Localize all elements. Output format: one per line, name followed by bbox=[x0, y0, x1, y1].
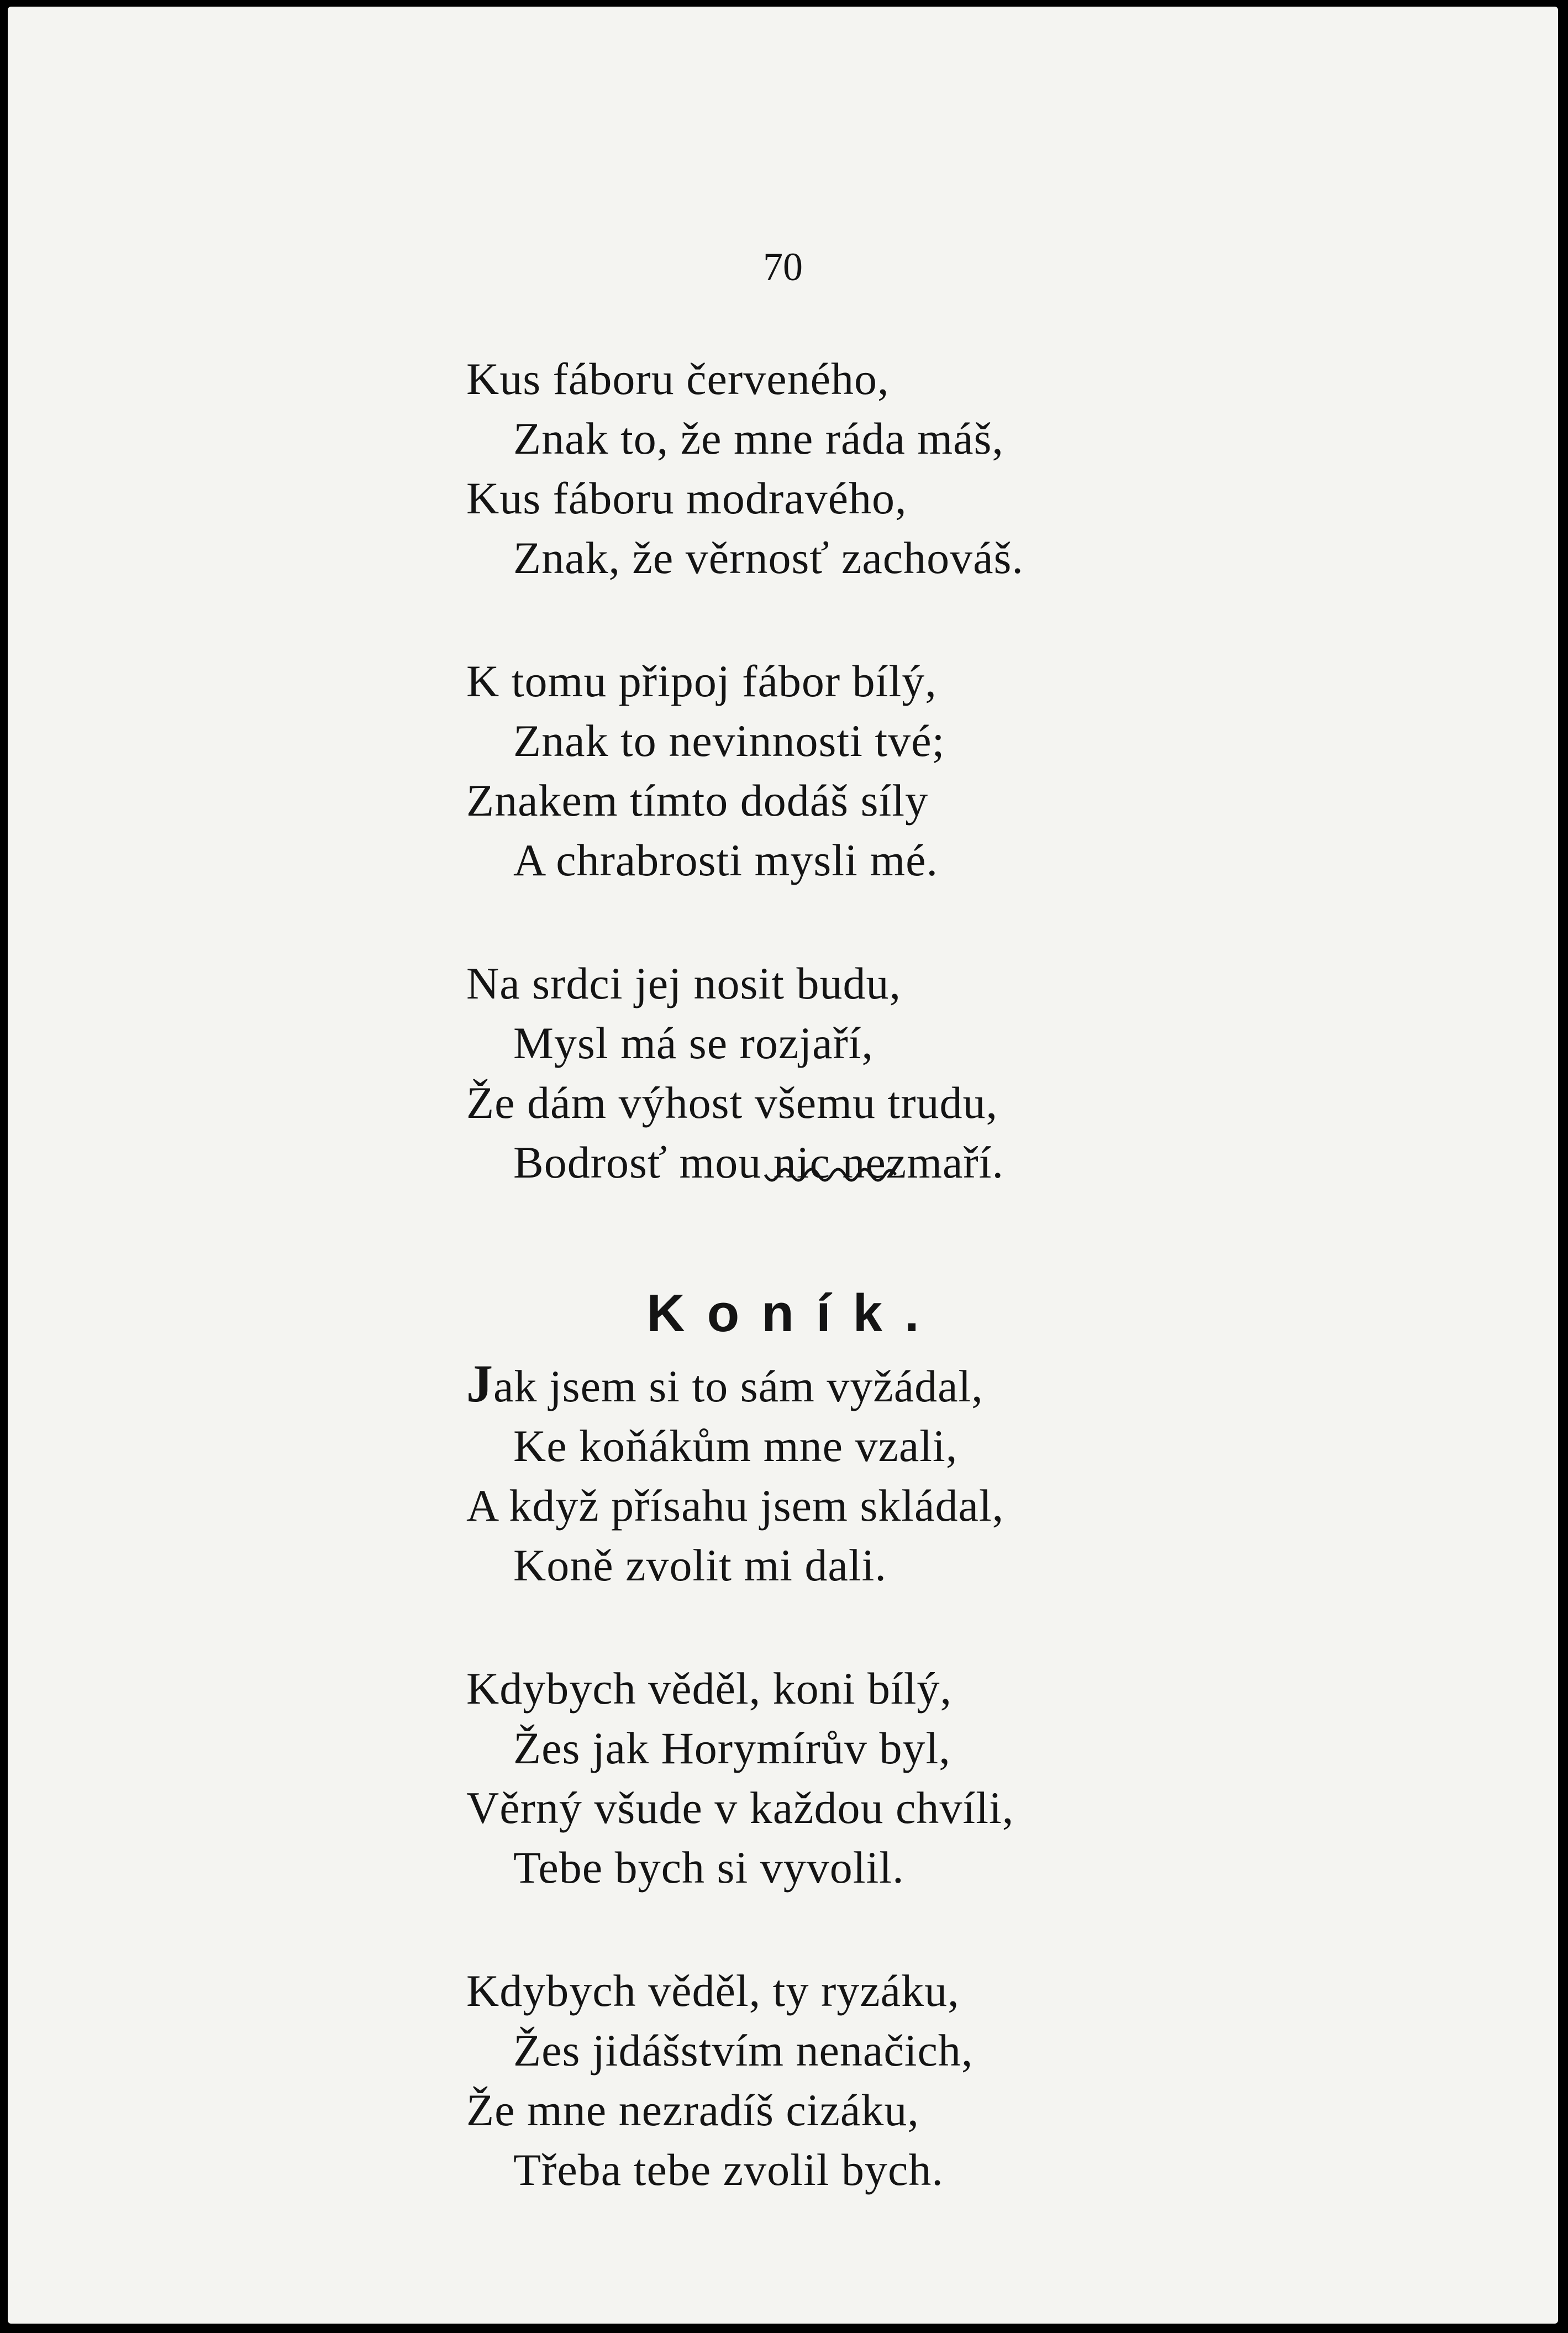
poem-konik bbox=[466, 1354, 1129, 2200]
verse-line: Žes jak Horymírův byl, bbox=[513, 1723, 951, 1773]
stanza bbox=[466, 1961, 1129, 2200]
verse-line: Tebe bych si vyvolil. bbox=[513, 1842, 904, 1893]
verse-line: A když přísahu jsem skládal, bbox=[466, 1480, 1004, 1531]
verse-line: Kdybych věděl, ty ryzáku, bbox=[466, 1966, 960, 2016]
stanza bbox=[466, 349, 1129, 588]
stanza bbox=[466, 1354, 1129, 1595]
book-page bbox=[8, 7, 1558, 2324]
verse-line: Na srdci jej nosit budu, bbox=[466, 958, 901, 1008]
wavy-separator-ornament bbox=[764, 1167, 897, 1189]
verse-line: Věrný všude v každou chvíli, bbox=[466, 1783, 1014, 1833]
verse-line: Žes jidášstvím nenačich, bbox=[513, 2025, 974, 2075]
verse-line: Bodrosť mou nic nezmaří. bbox=[513, 1137, 1004, 1187]
verse-line: Ke koňákům mne vzali, bbox=[513, 1421, 958, 1471]
verse-line: Kus fáboru modravého, bbox=[466, 473, 907, 523]
verse-line: K tomu připoj fábor bílý, bbox=[466, 656, 937, 706]
stanza bbox=[466, 651, 1129, 890]
verse-line bbox=[466, 1354, 1129, 1416]
verse-line: Že dám výhost všemu trudu, bbox=[466, 1078, 998, 1128]
stanza bbox=[466, 954, 1129, 1192]
verse-line: Koně zvolit mi dali. bbox=[513, 1540, 887, 1590]
verse-line: Znak to, že mne ráda máš, bbox=[513, 413, 1004, 464]
verse-line: A chrabrosti mysli mé. bbox=[513, 835, 939, 885]
verse-line: Znak to nevinnosti tvé; bbox=[513, 716, 945, 766]
verse-line: Kdybych věděl, koni bílý, bbox=[466, 1663, 953, 1714]
verse-line-text: ak jsem si to sám vyžádal, bbox=[493, 1361, 983, 1411]
poem-title: Koník. bbox=[646, 1284, 941, 1343]
verse-line: Že mne nezradíš cizáku, bbox=[466, 2085, 919, 2135]
page-number: 70 bbox=[763, 245, 803, 289]
verse-line: Mysl má se rozjaří, bbox=[513, 1018, 874, 1068]
verse-line: Znak, že věrnosť zachováš. bbox=[513, 533, 1024, 583]
poem-continuation bbox=[466, 349, 1129, 1192]
stanza bbox=[466, 1659, 1129, 1898]
verse-line: Kus fáboru červeného, bbox=[466, 354, 890, 404]
verse-line: Třeba tebe zvolil bych. bbox=[513, 2145, 944, 2195]
decorative-initial: J bbox=[466, 1354, 493, 1413]
verse-line: Znakem tímto dodáš síly bbox=[466, 775, 929, 826]
